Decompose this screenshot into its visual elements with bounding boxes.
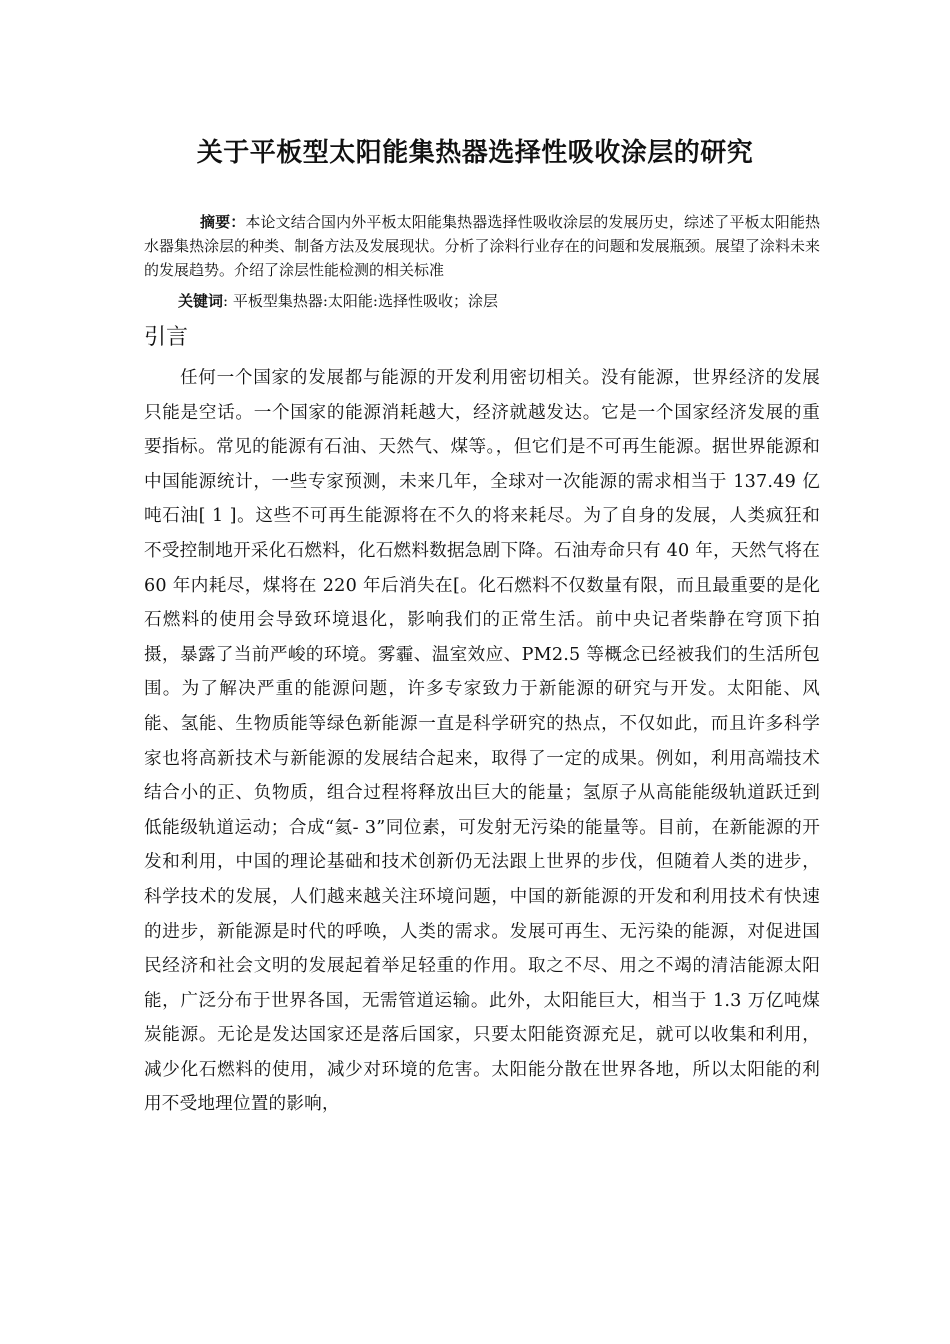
keywords-line xyxy=(178,289,818,313)
section-heading-introduction: 引言 xyxy=(144,325,189,350)
keywords-text: : 平板型集热器:太阳能:选择性吸收；涂层 xyxy=(223,292,498,310)
abstract-text: 本论文结合国内外平板太阳能集热器选择性吸收涂层的发展历史，综述了平板太阳能热水器集热涂层的种类、制备方法及发展现状。分析了涂料行业存在的问题和发展瓶颈。展望了涂料未来的发展趋势。介绍了涂层性能检测的相关标准 xyxy=(144,213,820,279)
abstract-label: 摘要： xyxy=(200,213,246,231)
document-title: 关于平板型太阳能集热器选择性吸收涂层的研究 xyxy=(196,138,754,168)
keywords-label: 关键词 xyxy=(178,292,224,310)
abstract-paragraph xyxy=(144,210,820,282)
introduction-body-paragraph: 任何一个国家的发展都与能源的开发利用密切相关。没有能源，世界经济的发展只能是空话。一个国家的能源消耗越大，经济就越发达。它是一个国家经济发展的重要指标。常见的能源有石油、天然气、煤等。，但它们是不可再生能源。据世界能源和中国能源统计，一些专家预测，未来几年，全球对一次能源的需求相当于 137.49 亿吨石油[ 1 ]。这些不可再生能源将在不久的将来耗尽。为了自身的发展，人类疯狂和不受控制地开采化石燃料，化石燃料数据急剧下降。石油寿命只有 40 年，天然气将在 60 年内耗尽，煤将在 220 年后消失在[。化石燃料不仅数量有限，而且最重要的是化石燃料的使用会导致环境退化，影响我们的正常生活。前中央记者柴静在穹顶下拍摄，暴露了当前严峻的环境。雾霾、温室效应、PM2.5 等概念已经被我们的生活所包围。为了解决严重的能源问题，许多专家致力于新能源的研究与开发。太阳能、风能、氢能、生物质能等绿色新能源一直是科学研究的热点，不仅如此，而且许多科学家也将高新技术与新能源的发展结合起来，取得了一定的成果。例如，利用高端技术结合小的正、负物质，组合过程将释放出巨大的能量；氢原子从高能能级轨道跃迁到低能级轨道运动；合成“氦- 3”同位素，可发射无污染的能量等。目前，在新能源的开发和利用，中国的理论基础和技术创新仍无法跟上世界的步伐，但随着人类的进步，科学技术的发展，人们越来越关注环境问题，中国的新能源的开发和利用技术有快速的进步，新能源是时代的呼唤，人类的需求。发展可再生、无污染的能源，对促进国民经济和社会文明的发展起着举足轻重的作用。取之不尽、用之不竭的清洁能源太阳能，广泛分布于世界各国，无需管道运输。此外，太阳能巨大，相当于 1.3 万亿吨煤炭能源。无论是发达国家还是落后国家，只要太阳能资源充足，就可以收集和利用，减少化石燃料的使用，减少对环境的危害。太阳能分散在世界各地，所以太阳能的利用不受地理位置的影响， xyxy=(144,368,820,1115)
